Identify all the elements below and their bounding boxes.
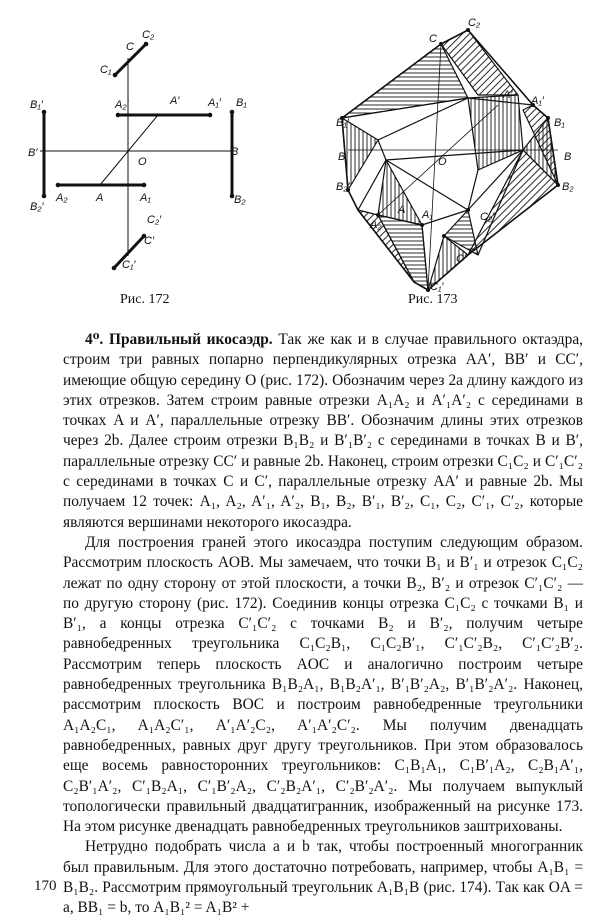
label-A2: A₂ xyxy=(370,219,382,231)
label-B2: B₂ xyxy=(562,181,574,193)
label-A: A xyxy=(96,192,104,204)
label-Ap: A′ xyxy=(503,89,513,101)
label-B1p: B₁′ xyxy=(30,99,43,111)
label-Cp: C′ xyxy=(456,253,467,265)
label-B1: B₁ xyxy=(236,97,247,109)
label-Bp: B′ xyxy=(338,151,348,163)
section-heading: 4⁰. Правильный икосаэдр. xyxy=(85,331,273,348)
paragraph-2: Для построения граней этого икосаэдра поступим следующим образом. Рассмотрим плоскость AOB. Мы замечаем, что точки B₁ и B′₁ и отрезок C₁C₂ лежат по одну сторону от этой плоскости, а точки B₂, B′₂ и отрезок C′₁C′₂ — по другую сторону (рис. 172). Соединив концы отрезка C₁C₂ с точками B₁ и B′₁, а концы отрезка C′₁C′₂ с точками B₂ и B′₂, получим четыре равнобедренных треугольника C₁C₂B₁, C₁C₂B′₁, C′₁C′₂B₂, C′₁C′₂B′₂. Рассмотрим теперь плоскость AOC и аналогично построим четыре равнобедренных треугольника B₁B₂A₁, B₁B₂A′₁, B′₁B′₂A₂, B′₁B′₂A′₂. Наконец, рассмотрим плоскость BOC и построим равнобедренные треугольники A₁A₂C₁, A₁A₂C′₁, A′₁A′₂C₂, A′₁A′₂C′₂. Мы получим двенадцать равнобедренных, равных друг другу треугольников. При этом образовалось еще восемь равносторонних треугольников: C₁B₁A₁, C₁B′₁A₂, C₂B₁A′₁, C₂B′₁A′₂, C′₁B₂A₁, C′₁B′₂A₂, C′₂B₂A′₁, C′₂B′₂A′₂. Мы получаем выпуклый топологически правильный двадцатигранник, изображенный на рисунке 173. На этом рисунке двенадцать равнобедренных треугольников заштрихованы. xyxy=(63,533,583,836)
label-Ap: A′ xyxy=(170,95,180,107)
label-C1p: C₁′ xyxy=(430,281,444,293)
label-B2p: B₂′ xyxy=(336,181,350,193)
label-A: A xyxy=(398,204,406,216)
caption-173: Рис. 173 xyxy=(408,292,458,307)
label-A1p: A₁′ xyxy=(208,97,221,109)
caption-172: Рис. 172 xyxy=(120,292,170,307)
paragraph-3: Нетрудно подобрать числа a и b так, чтобы построенный многогранник был правильным. Для этого достаточно потребовать, например, чтобы A₁B₁ = B₁B₂. Рассмотрим прямоугольный треугольник A₁B₁B (рис. 174). Так как OA = a, BB₁ = b, то A₁B₁² = A₁B² + xyxy=(63,838,583,917)
paragraph-1 xyxy=(63,330,583,533)
label-B1: B₁ xyxy=(554,117,565,129)
label-Cp: C′ xyxy=(144,235,155,247)
label-C2p: C₂′ xyxy=(147,214,162,226)
label-A2: A₂ xyxy=(56,192,68,204)
label-C: C xyxy=(126,41,134,53)
label-C2: C₂ xyxy=(468,17,481,29)
figure-173 xyxy=(318,0,588,300)
figure-172 xyxy=(18,0,258,300)
label-B: B xyxy=(564,151,572,163)
label-C: C xyxy=(429,33,437,45)
label-A1: A₁ xyxy=(422,209,433,221)
label-A1: A₁ xyxy=(140,192,151,204)
label-A1p: A₁′ xyxy=(531,95,544,107)
label-B: B xyxy=(231,146,239,158)
label-B2: B₂ xyxy=(234,194,246,206)
label-C1: C₁ xyxy=(100,64,112,76)
label-B1p: B₁′ xyxy=(336,117,349,129)
label-Bp: B′ xyxy=(28,147,38,159)
label-B2p: B₂′ xyxy=(30,201,44,213)
label-C2: C₂ xyxy=(142,29,155,41)
label-O: O xyxy=(438,156,447,168)
paragraph-1-text: Так же как и в случае правильного октаэдра, строим три равных попарно перпендикулярных отрезка AA′, BB′ и CC′, имеющие общую середину O (рис. 172). Обозначим через 2a длину каждого из этих отрезков. Затем строим равные отрезки A₁A₂ и A′₁A′₂ с серединами в точках A и A′, параллельные отрезку BB′. Обозначим длины этих отрезков через 2b. Далее строим отрезки B₁B₂ и B′₁B′₂ с серединами в точках B и B′, параллельные отрезку CC′ и равные 2b. Наконец, строим отрезки C₁C₂ и C′₁C′₂ с серединами в точках C и C′, параллельные отрезку AA′ и равные 2b. Мы получаем 12 точек: A₁, A₂, A′₁, A′₂, B₁, B₂, B′₁, B′₂, C₁, C₂, C′₁, C′₂, которые являются вершинами некоторого икосаэдра. xyxy=(63,331,583,531)
figure-173-drawing xyxy=(318,0,588,300)
label-O: O xyxy=(138,156,147,168)
label-A2p: A₂′ xyxy=(115,99,129,111)
body-text xyxy=(63,330,583,919)
label-C1p: C₁′ xyxy=(122,259,136,271)
figure-172-drawing xyxy=(18,0,258,300)
label-C2p: C₂′ xyxy=(480,211,495,223)
page-number: 170 xyxy=(34,878,57,894)
